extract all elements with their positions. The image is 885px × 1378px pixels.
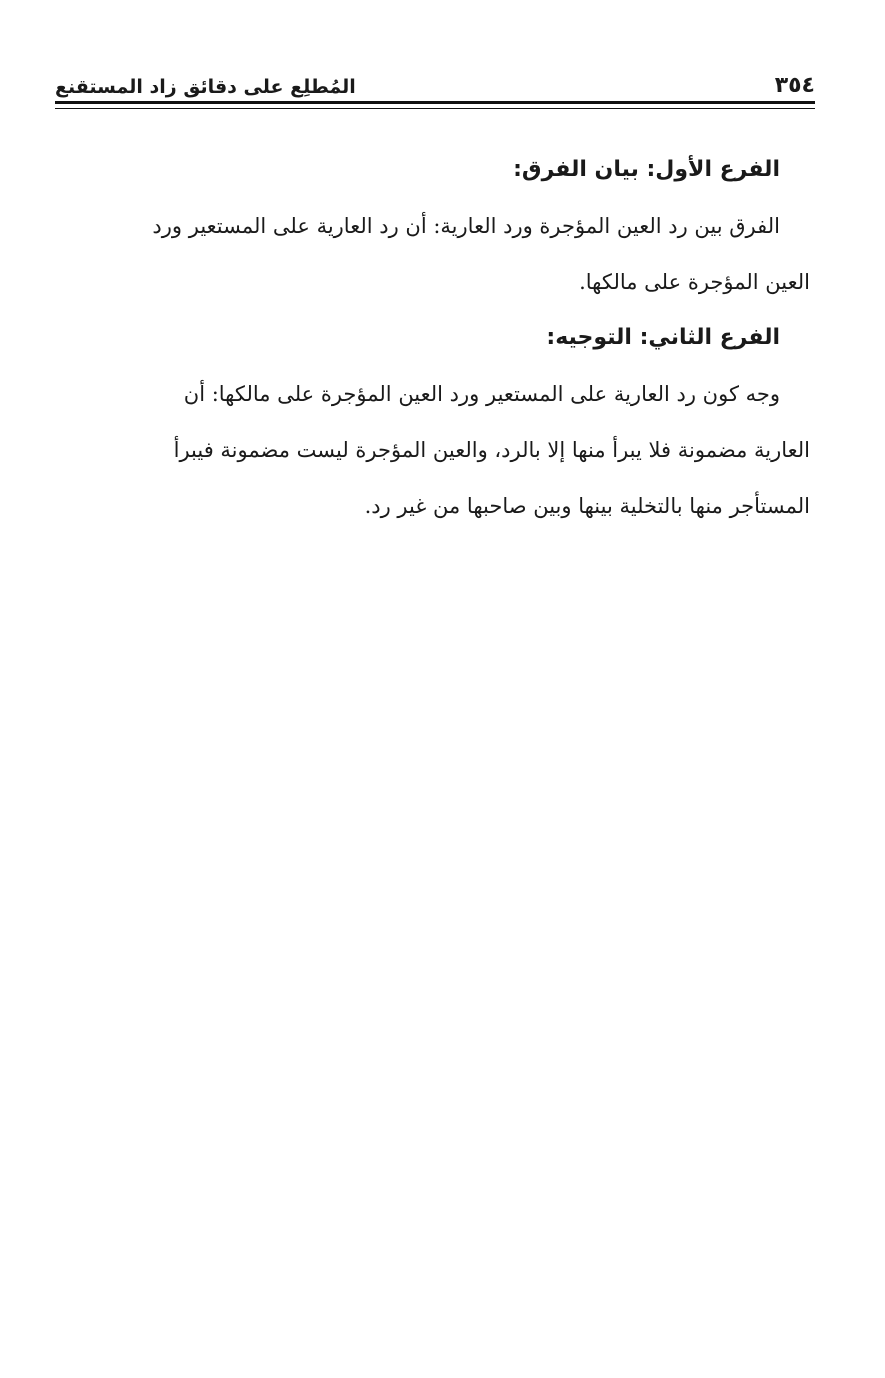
paragraph-justification bbox=[55, 366, 810, 534]
paragraph-line: العارية مضمونة فلا يبرأ منها إلا بالرد، والعين المؤجرة ليست مضمونة فيبرأ bbox=[173, 438, 810, 462]
paragraph-difference bbox=[55, 198, 810, 310]
book-title: المُطلِع على دقائق زاد المستقنع bbox=[55, 76, 356, 98]
header-rule bbox=[55, 101, 815, 104]
page-number: ٣٥٤ bbox=[774, 73, 815, 98]
paragraph-line: المستأجر منها بالتخلية بينها وبين صاحبها من غير رد. bbox=[364, 494, 810, 518]
section-heading-second-branch: الفرع الثاني: التوجيه: bbox=[546, 325, 780, 350]
paragraph-line: العين المؤجرة على مالكها. bbox=[579, 270, 810, 294]
running-header bbox=[55, 58, 815, 98]
page-body bbox=[55, 142, 810, 534]
header-rule-thin bbox=[55, 108, 815, 109]
paragraph-line: وجه كون رد العارية على المستعير ورد العين المؤجرة على مالكها: أن bbox=[183, 382, 780, 406]
paragraph-line: الفرق بين رد العين المؤجرة ورد العارية: أن رد العارية على المستعير ورد bbox=[152, 214, 780, 238]
section-heading-first-branch: الفرع الأول: بيان الفرق: bbox=[513, 157, 780, 182]
